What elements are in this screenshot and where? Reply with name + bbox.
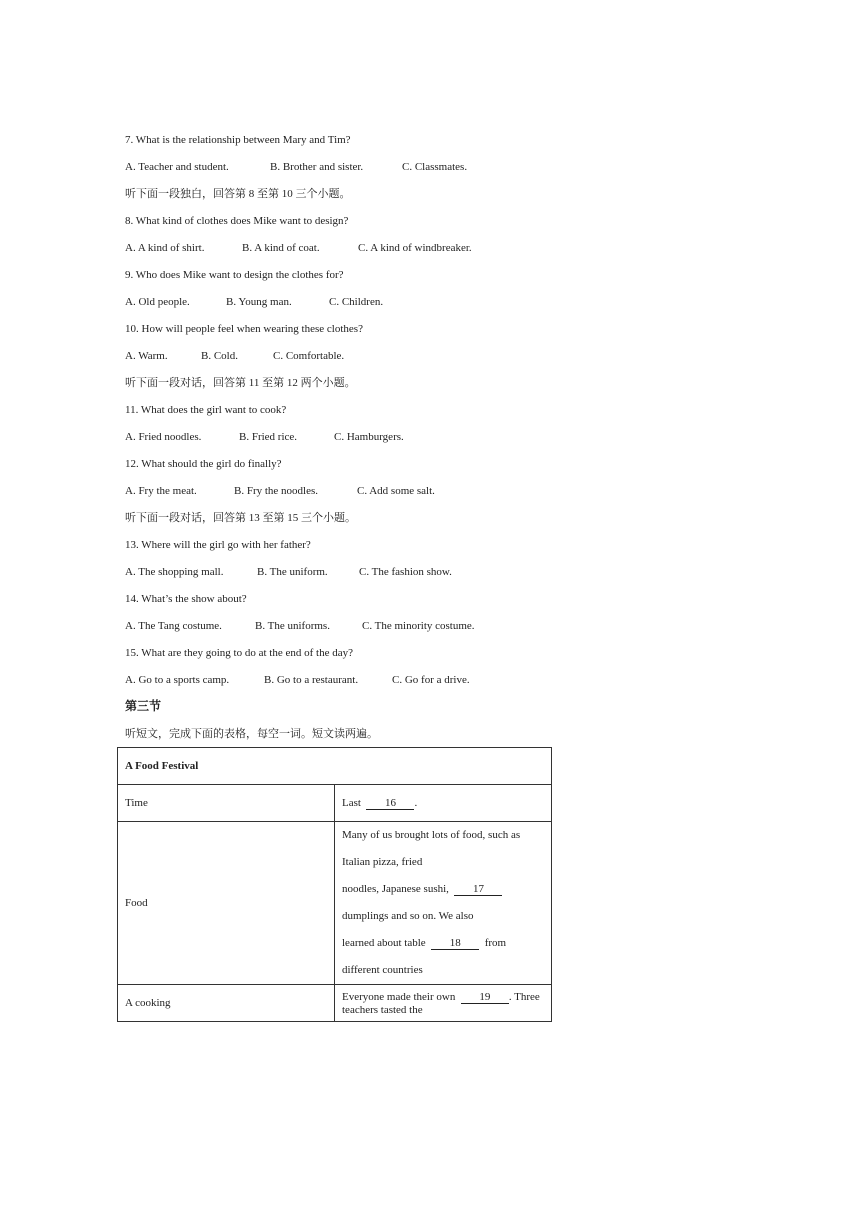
question-15: 15. What are they going to do at the end of the day? [125,647,353,659]
option-a: A. Teacher and student. [125,161,229,173]
food-line-3-suffix: from different countries [342,937,507,976]
food-festival-table [117,747,552,1022]
option-b: B. Brother and sister. [270,161,364,173]
option-b: B. A kind of coat. [242,242,320,254]
time-suffix: . [414,796,418,809]
options-14 [125,619,475,633]
row-label-food: Food [118,822,335,985]
table-row-food [118,822,552,985]
blank-17: 17 [454,883,502,896]
section-3-instruction: 听短文，完成下面的表格，每空一词。短文读两遍。 [125,728,378,740]
question-12: 12. What should the girl do finally? [125,458,282,470]
question-14: 14. What’s the show about? [125,593,247,605]
option-a: A. The shopping mall. [125,566,224,578]
option-b: B. Young man. [226,296,292,308]
table-title: A Food Festival [118,748,552,785]
option-b: B. Cold. [201,350,238,362]
question-10: 10. How will people feel when wearing these clothes? [125,323,363,335]
option-a: A. Fry the meat. [125,485,197,497]
question-8: 8. What kind of clothes does Mike want to design? [125,215,349,227]
option-b: B. Fried rice. [239,431,298,443]
options-8 [125,241,472,255]
food-line-1: Many of us brought lots of food, such as Italian pizza, fried [342,829,521,868]
option-c: C. Go for a drive. [392,674,470,686]
option-a: A. Fried noodles. [125,431,202,443]
blank-16: 16 [366,797,414,810]
food-line-2 [342,876,544,930]
row-content-time [335,785,552,822]
row-label-time: Time [118,785,335,822]
option-c: C. Classmates. [402,161,468,173]
cooking-prefix: Everyone made their own [342,990,456,1003]
option-c: C. Children. [329,296,384,308]
question-7: 7. What is the relationship between Mary and Tim? [125,134,351,146]
option-c: C. The minority costume. [362,620,475,632]
question-13: 13. Where will the girl go with her father? [125,539,311,551]
option-c: C. Add some salt. [357,485,435,497]
options-12 [125,484,435,498]
food-line-3-prefix: learned about table [342,937,426,949]
blank-18: 18 [431,937,479,950]
row-content-food [335,822,552,985]
option-a: A. A kind of shirt. [125,242,205,254]
section-3-title: 第三节 [125,699,162,713]
option-b: B. The uniforms. [255,620,330,632]
options-13 [125,565,452,579]
table-row-cooking [118,985,552,1022]
table-row-time [118,785,552,822]
row-content-cooking [335,985,552,1022]
question-11: 11. What does the girl want to cook? [125,404,287,416]
question-9: 9. Who does Mike want to design the clothes for? [125,269,344,281]
option-b: B. Fry the noodles. [234,485,319,497]
option-c: C. Hamburgers. [334,431,404,443]
options-7 [125,160,467,174]
option-a: A. Warm. [125,350,168,362]
food-line-3 [342,930,544,984]
blank-19: 19 [461,991,509,1004]
options-11 [125,430,404,444]
row-label-cooking: A cooking [118,985,335,1022]
instruction-13-15: 听下面一段对话，回答第 13 至第 15 三个小题。 [125,512,356,524]
cooking-suffix: . Three teachers tasted the [342,990,540,1016]
option-c: C. A kind of windbreaker. [358,242,472,254]
options-15 [125,673,470,687]
option-a: A. Go to a sports camp. [125,674,230,686]
table-title-row [118,748,552,785]
option-b: B. Go to a restaurant. [264,674,359,686]
option-c: C. Comfortable. [273,350,345,362]
options-9 [125,295,383,309]
instruction-11-12: 听下面一段对话，回答第 11 至第 12 两个小题。 [125,377,356,389]
option-a: A. Old people. [125,296,190,308]
option-a: A. The Tang costume. [125,620,222,632]
food-line-2-suffix: dumplings and so on. We also [342,910,474,922]
option-c: C. The fashion show. [359,566,452,578]
option-b: B. The uniform. [257,566,328,578]
options-10 [125,349,344,363]
time-prefix: Last [342,796,361,809]
instruction-8-10: 听下面一段独白，回答第 8 至第 10 三个小题。 [125,188,351,200]
food-line-2-prefix: noodles, Japanese sushi, [342,883,449,895]
